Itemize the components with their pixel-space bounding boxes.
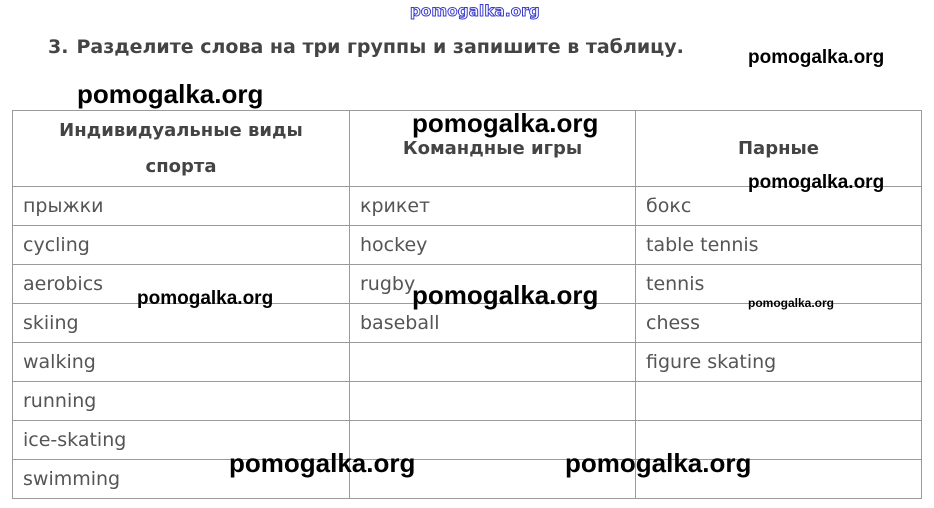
table-cell: rugby <box>350 265 636 304</box>
table-cell: cycling <box>13 226 350 265</box>
watermark: pomogalka.org <box>412 280 599 310</box>
table-cell: aerobics <box>13 265 350 304</box>
header-individual: Индивидуальные виды спорта <box>13 111 350 187</box>
table-cell <box>350 382 636 421</box>
watermark: pomogalka.org <box>748 172 885 193</box>
task-number: 3. <box>48 36 69 58</box>
table-cell: running <box>13 382 350 421</box>
watermark: pomogalka.org <box>748 296 835 310</box>
table-row <box>13 343 922 382</box>
table-cell: table tennis <box>636 226 922 265</box>
watermark: pomogalka.org <box>565 448 752 478</box>
watermark: pomogalka.org <box>748 47 885 68</box>
watermark: pomogalka.org <box>412 108 599 138</box>
table-cell: tennis <box>636 265 922 304</box>
header-team: Командные игры <box>350 111 636 187</box>
table-cell: ice-skating <box>13 421 350 460</box>
table-cell: chess <box>636 304 922 343</box>
watermark: pomogalka.org <box>229 448 416 478</box>
table-row <box>13 382 922 421</box>
table-cell: skiing <box>13 304 350 343</box>
top-watermark: pomogalka.org <box>410 2 540 20</box>
table-cell: hockey <box>350 226 636 265</box>
table-cell: walking <box>13 343 350 382</box>
table-cell: прыжки <box>13 187 350 226</box>
task-text: Разделите слова на три группы и запишите в таблицу. <box>76 36 684 58</box>
table-cell <box>636 382 922 421</box>
table-cell: swimming <box>13 460 350 499</box>
table-cell: бокс <box>636 187 922 226</box>
header-pairs: Парные <box>636 111 922 187</box>
table-cell: figure skating <box>636 343 922 382</box>
watermark: pomogalka.org <box>77 79 264 109</box>
table-cell <box>350 343 636 382</box>
table-row <box>13 460 922 499</box>
table-cell: крикет <box>350 187 636 226</box>
table-row <box>13 421 922 460</box>
table-row <box>13 226 922 265</box>
task-heading <box>48 36 684 58</box>
watermark: pomogalka.org <box>137 288 274 309</box>
table-cell: baseball <box>350 304 636 343</box>
